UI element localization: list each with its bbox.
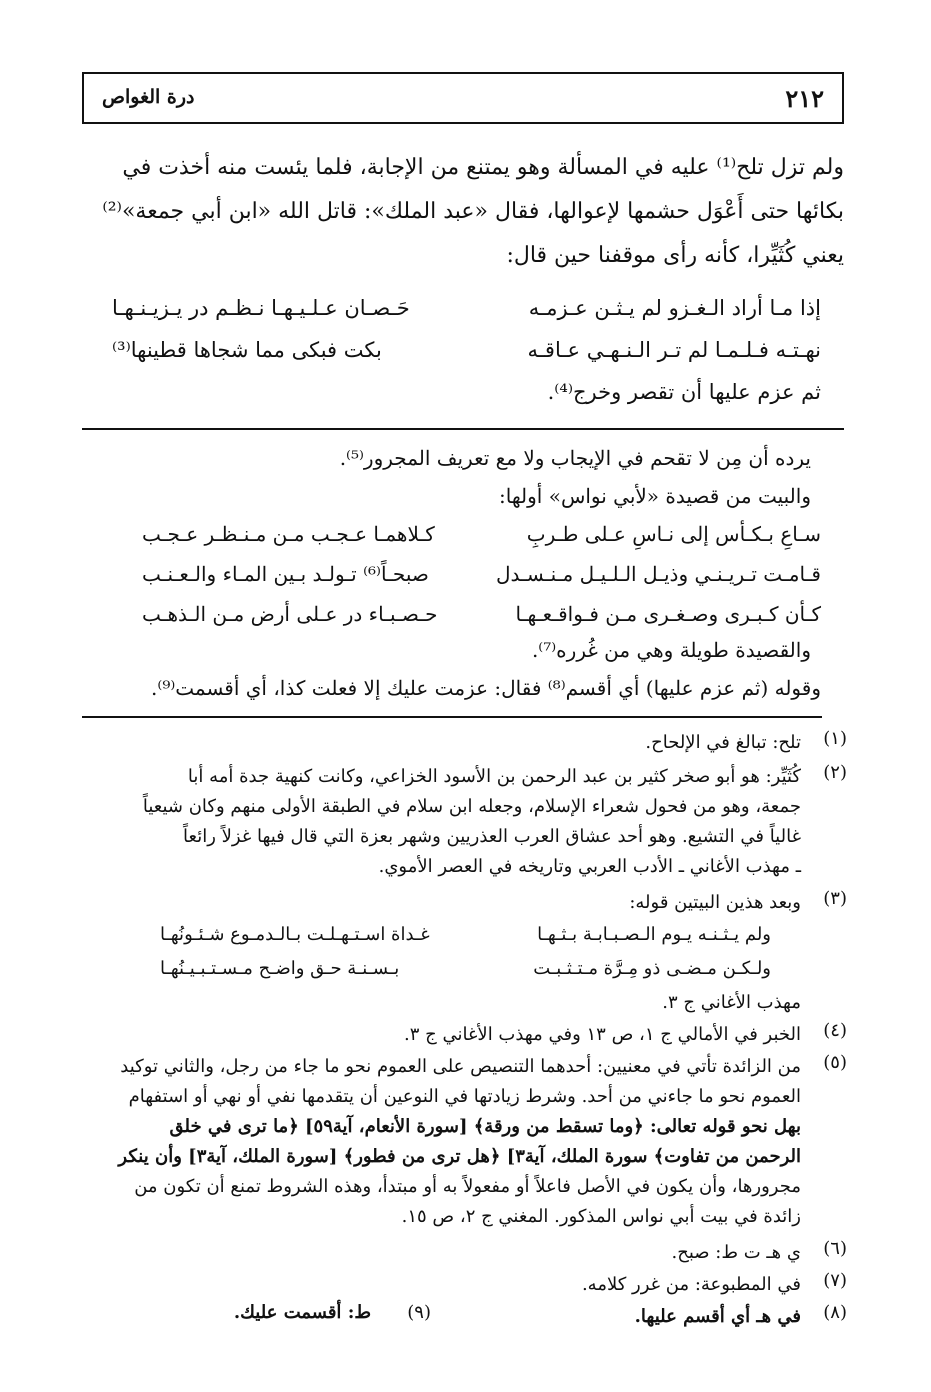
- footnote-text: ي هـ ت ط: صبح.: [671, 1242, 801, 1263]
- footnote-text: مهذب الأغاني ج ٣.: [662, 992, 801, 1013]
- footnote-line: مجرورها، وأن يكون في الأصل فاعلاً أو مفعولاً به أو مبتدأ، وهذه الشروط تمنع أن تكون من: [134, 1176, 801, 1197]
- footnote-line: ـ مهذب الأغاني ـ الأدب العربي وتاريخه في العصر الأموي.: [378, 856, 801, 877]
- poem1-verse-2b: بكت فبكى مما شجاها قطينها⁽³⁾: [112, 338, 382, 362]
- main-line: ولم تزل تلح⁽¹⁾ عليه في المسألة وهو يمتنع من الإجابة، فلما يئست منه أخذت في: [122, 155, 844, 180]
- poem2-verse-3b: حـصـبـاء در عـلى أرض مـن الـذهـب: [142, 602, 438, 626]
- footnote-verse-1b: غـداة اسـتـهـلـت بـالـدمـوع شـئـونُهـا: [160, 924, 430, 945]
- footnote-text: في هـ أي أقسم عليها.: [634, 1306, 801, 1327]
- poem1-verse-2a: نهـتـه فـلـمـا لم تـر الـنـهـي عـاقـه: [527, 338, 821, 362]
- footnote-divider: [82, 716, 822, 718]
- footnote-text: وبعد هذين البيتين قوله:: [629, 892, 801, 913]
- poem2-verse-2a: قـامـت تـريـنـي وذيـل الـلـيـل مـنـسـدل: [496, 562, 821, 586]
- page-header: [82, 72, 844, 124]
- footnote-line: غالياً في التشيع. وهو أحد عشاق العرب العذريين وشهر بعزة التي قال فيها غزلاً رائعاً: [183, 826, 801, 847]
- footnote-number: (٨): [823, 1302, 847, 1323]
- footnote-line: من الزائدة تأتي في معنيين: أحدهما التنصيص على العموم نحو ما جاء من رجل، والثاني توكيد: [120, 1056, 801, 1077]
- poem2-verse-3a: كـأن كـبـرى وصـغـرى مـن فـواقـعـهـا: [515, 602, 821, 626]
- footnote-line: زائدة في بيت أبي نواس المذكور. المغني ج ٢، ص ١٥.: [401, 1206, 801, 1227]
- footnote-verse-2b: بـسـنـة حـق واضـح مـسـتـبـيـنُهـا: [160, 958, 400, 979]
- poem2-verse-1a: سـاعِ بـكـأس إلى نـاسِ عـلى طـربِ: [526, 522, 821, 546]
- footnote-text: الخبر في الأمالي ج ١، ص ١٣ وفي مهذب الأغاني ج ٣.: [404, 1024, 801, 1045]
- poem2-verse-1b: كـلاهمـا عـجـب مـن مـنـظـر عـجـب: [142, 522, 435, 546]
- continuation-line: والقصيدة طويلة وهي من غُرره⁽⁷⁾.: [531, 638, 811, 662]
- poem2-verse-2b: صبحـاً⁽⁶⁾ تـولـد بـين المـاء والـعـنـب: [142, 562, 429, 586]
- footnote-line: كُثَيِّر: هو أبو صخر كثير بن عبد الرحمن بن الأسود الخزاعي، وكانت كنهية جدة أمه أبا: [187, 766, 801, 787]
- continuation-line: يرده أن مِن لا تقحم في الإيجاب ولا مع تعريف المجرور⁽⁵⁾.: [339, 446, 811, 470]
- footnote-line: العموم نحو ما جاءني من أحد. وشرط زيادتها في النوعين أن يتقدمها نفي أو نهي أو استفهام: [128, 1086, 801, 1107]
- footnote-verse-2a: ولـكـن مـضـى ذو مِـرَّة مـتـثـبـت: [533, 958, 771, 979]
- footnote-text: في المطبوعة: من غرر كلامه.: [581, 1274, 801, 1295]
- footnote-verse-1a: ولم يـثـنـه يـوم الـصـبـابـة بـثـهـا: [537, 924, 771, 945]
- footnote-number: (١): [823, 728, 847, 749]
- poem1-verse-1b: حَـصـان عـلـيـهـا نـظـم در يـزيـنـهـا: [112, 296, 410, 320]
- book-title: درة الغواص: [102, 86, 195, 108]
- footnote-line: بهل نحو قوله تعالى: ﴿وما تسقط من ورقة﴾ [سورة الأنعام، آية٥٩] ﴿ما ترى في خلق: [169, 1116, 801, 1137]
- footnote-number: (٧): [823, 1270, 847, 1291]
- poem1-closing-line: ثم عزم عليها أن تقصر وخرج⁽⁴⁾.: [547, 380, 821, 404]
- footnote-number: (٦): [823, 1238, 847, 1259]
- footnote-number: (٥): [823, 1052, 847, 1073]
- footnote-text: ط: أقسمت عليك.: [233, 1302, 371, 1323]
- footnote-number: (٢): [823, 762, 847, 783]
- footnote-text: تلح: تبالغ في الإلحاح.: [645, 732, 801, 753]
- main-line: بكائها حتى أَعْوَل حشمها لإعوالها، فقال «عبد الملك»: قاتل الله «ابن أبي جمعة»⁽²⁾: [102, 199, 844, 224]
- poem1-verse-1a: إذا مـا أراد الـغـزو لم يـثـن عـزمـه: [528, 296, 821, 320]
- footnote-line: جمعة، وهو من فحول شعراء الإسلام، وجعله ابن سلام في الطبقة الأولى منهم وكان شيعياً: [142, 796, 801, 817]
- continuation-line: وقوله (ثم عزم عليها) أي أقسم⁽⁸⁾ فقال: عزمت عليك إلا فعلت كذا، أي أقسمت⁽⁹⁾.: [151, 676, 821, 700]
- footnote-number: (٣): [823, 888, 847, 909]
- section-divider: [82, 428, 844, 430]
- footnote-number: (٩): [407, 1302, 431, 1323]
- footnote-line: الرحمن من تفاوت﴾ سورة الملك، آية٣] ﴿هل ترى من فطور﴾ [سورة الملك، آية٣] وأن ينكر: [118, 1146, 801, 1167]
- page-number: ٢١٢: [785, 84, 824, 113]
- main-text: [82, 146, 844, 278]
- footnote-number: (٤): [823, 1020, 847, 1041]
- continuation-line: والبيت من قصيدة «لأبي نواس» أولها:: [498, 484, 811, 508]
- main-line: يعني كُثَيِّرا، كأنه رأى موقفنا حين قال:: [506, 243, 844, 268]
